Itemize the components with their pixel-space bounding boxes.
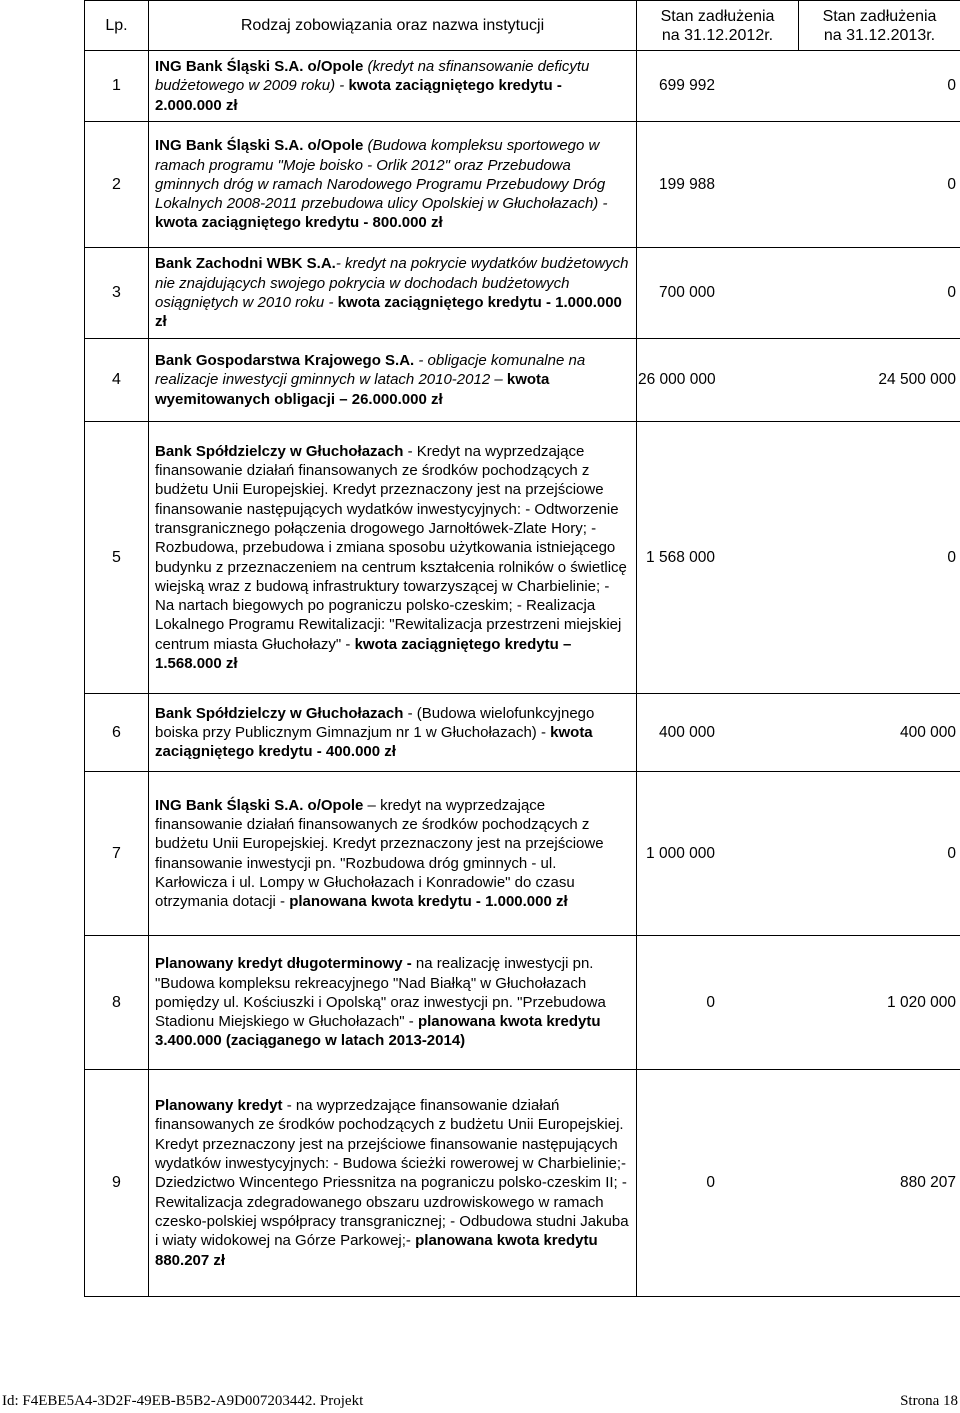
- table-row: [85, 772, 960, 936]
- description-part: - Kredyt na wyprzedzające finansowanie działań finansowanych ze środków pochodzących z budżetu Unii Europejskiej. Kredyt przeznaczony jest na przejściowe finansowanie następujących wydatków inwestycyjnych: - Odtworzenie transgranicznego połączenia drogowego Jarnołtówek-Zlate Hory; - Rozbudowa, przebudowa i zmiana sposobu użytkowania istniejącego budynku z przeznaczeniem na centrum kształcenia rolników o świetlicę wiejską wraz z budową infrastruktury towarzyszącej w Charbielinie; - Na nartach biegowych po pograniczu polsko-czeskim; - Realizacja Lokalnego Programu Rewitalizacji: "Rewitalizacja przestrzeni miejskiej centrum miasta Głuchołazy" -: [155, 442, 627, 653]
- row-amounts: [637, 51, 960, 122]
- description-part: ING Bank Śląski S.A. o/Opole: [155, 58, 364, 76]
- description-part: planowana kwota kredytu - 1.000.000 zł: [289, 893, 568, 911]
- row-number: 6: [85, 694, 149, 772]
- description-part: kwota zaciągniętego kredytu - 800.000 zł: [155, 214, 443, 232]
- description-part: Bank Gospodarstwa Krajowego S.A.: [155, 352, 415, 370]
- stan-2013-value: 400 000: [899, 723, 956, 741]
- row-number: 7: [85, 772, 149, 936]
- description-part: planowana kwota kredytu 3.400.000 (zaciąganego w latach 2013-2014): [155, 1013, 601, 1050]
- description-part: planowana kwota kredytu 880.207 zł: [155, 1232, 598, 1269]
- description-part: - (Budowa wielofunkcyjnego boiska przy Publicznym Gimnazjum nr 1 w Głuchołazach) -: [155, 704, 595, 741]
- table-row: [85, 1070, 960, 1297]
- row-number: 4: [85, 339, 149, 422]
- page-number: Strona 18: [900, 1393, 958, 1409]
- stan-2012-value: 0: [706, 993, 715, 1011]
- stan-2013-value: 1 020 000: [887, 993, 956, 1011]
- description-part: Bank Spółdzielczy w Głuchołazach: [155, 704, 404, 722]
- description-part: - obligacje komunalne na realizacje inwestycji gminnych w latach 2010-2012 –: [155, 352, 586, 389]
- header-name: Rodzaj zobowiązania oraz nazwa instytucji: [149, 1, 637, 51]
- stan-2013-value: 880 207: [899, 1174, 956, 1192]
- header-stan-2012-line1: Stan zadłużenia: [660, 7, 775, 25]
- description-part: (Budowa kompleksu sportowego w ramach programu "Moje boisko - Orlik 2012" oraz Przebudowa gminnych dróg w ramach Narodowego Programu Przebudowy Dróg Lokalnych 2008-2011 przebudowa ulicy Opolskiej w Głuchołazach) -: [155, 137, 608, 213]
- stan-2013-value: 0: [947, 77, 956, 95]
- stan-2012-value: 699 992: [658, 77, 715, 95]
- row-number: 8: [85, 936, 149, 1070]
- description-part: Planowany kredyt: [155, 1097, 283, 1115]
- table-row: [85, 122, 960, 248]
- table-row: [85, 422, 960, 694]
- row-amounts: [637, 694, 960, 772]
- row-number: 2: [85, 122, 149, 248]
- description-part: - na wyprzedzające finansowanie działań finansowanych ze środków pochodzących z budżetu Unii Europejskiej. Kredyt przeznaczony jest na przejściowe finansowanie następujących wydatków inwestycyjnych: - Budowa ścieżki rowerowej w Charbielinie;- Dziedzictwo Wincentego Priessnitza na pograniczu polsko-czeskim II; - Rewitalizacja zdegradowanego obszaru uzdrowiskowego w ramach czesko-polskiej współpracy transgranicznej; - Odbudowa studni Jakuba i wiaty widokowej na Górze Parkowej;-: [155, 1097, 629, 1250]
- row-number: 3: [85, 248, 149, 339]
- row-description: [149, 248, 637, 339]
- header-stan-2013-line1: Stan zadłużenia: [822, 7, 937, 25]
- row-amounts: [637, 1070, 960, 1297]
- row-amounts: [637, 248, 960, 339]
- row-number: 5: [85, 422, 149, 694]
- row-description: [149, 339, 637, 422]
- stan-2013-value: 0: [947, 844, 956, 862]
- table-row: [85, 51, 960, 122]
- stan-2012-value: 400 000: [658, 723, 715, 741]
- header-stan-2013-line2: na 31.12.2013r.: [823, 26, 936, 44]
- description-part: kwota zaciągniętego kredytu - 1.000.000 zł: [155, 294, 622, 331]
- table-row: [85, 339, 960, 422]
- row-amounts: [637, 339, 960, 422]
- description-part: – kredyt na wyprzedzające finansowanie działań finansowanych ze środków pochodzących z budżetu Unii Europejskiej. Kredyt przeznaczony jest na przejściowe finansowanie inwestycji pn. "Rozbudowa dróg gminnych - ul. Karłowicza i ul. Lompy w Głuchołazach i Konradowie" do czasu otrzymania dotacji -: [155, 796, 604, 911]
- description-part: (kredyt na sfinansowanie deficytu budżetowego w 2009 roku) -: [155, 58, 590, 95]
- row-description: [149, 1070, 637, 1297]
- stan-2012-value: 26 000 000: [638, 371, 716, 389]
- row-description: [149, 694, 637, 772]
- stan-2012-value: 199 988: [658, 175, 715, 193]
- description-part: ING Bank Śląski S.A. o/Opole: [155, 137, 364, 155]
- debt-table: [84, 0, 960, 1297]
- header-lp: Lp.: [85, 1, 149, 51]
- stan-2013-value: 24 500 000: [878, 371, 956, 389]
- page-footer: [0, 1391, 960, 1413]
- description-part: - kredyt na pokrycie wydatków budżetowych nie znajdujących swojego pokrycia w dochodach budżetowych osiągniętych w 2010 roku -: [155, 255, 629, 311]
- description-part: kwota zaciągniętego kredytu – 1.568.000 zł: [155, 635, 572, 672]
- table-body: [85, 51, 960, 1297]
- header-stan-2013: [799, 1, 960, 51]
- description-part: Bank Spółdzielczy w Głuchołazach: [155, 442, 404, 460]
- row-amounts: [637, 122, 960, 248]
- row-description: [149, 122, 637, 248]
- header-stan-2012-line2: na 31.12.2012r.: [661, 26, 774, 44]
- stan-2013-value: 0: [947, 548, 956, 566]
- description-part: kwota zaciągniętego kredytu - 400.000 zł: [155, 723, 593, 761]
- stan-2012-value: 1 000 000: [646, 844, 715, 862]
- row-amounts: [637, 422, 960, 694]
- stan-2012-value: 700 000: [658, 284, 715, 302]
- document-id: Id: F4EBE5A4-3D2F-49EB-B5B2-A9D007203442. Projekt: [2, 1393, 364, 1409]
- row-amounts: [637, 772, 960, 936]
- row-description: [149, 772, 637, 936]
- table-row: [85, 694, 960, 772]
- row-number: 9: [85, 1070, 149, 1297]
- table-row: [85, 936, 960, 1070]
- header-stan-2012: [637, 1, 799, 51]
- description-part: kwota zaciągniętego kredytu - 2.000.000 zł: [155, 77, 562, 114]
- header-row: [85, 1, 960, 51]
- description-part: na realizację inwestycji pn. "Budowa kompleksu rekreacyjnego "Nad Białką" w Głuchołazach pomiędzy ul. Kościuszki i Opolską" oraz inwestycji pn. "Przebudowa Stadionu Miejskiego w Głuchołazach" -: [155, 955, 606, 1031]
- stan-2013-value: 0: [947, 284, 956, 302]
- stan-2013-value: 0: [947, 175, 956, 193]
- stan-2012-value: 1 568 000: [646, 548, 715, 566]
- row-number: 1: [85, 51, 149, 122]
- description-part: Planowany kredyt długoterminowy -: [155, 955, 412, 973]
- row-description: [149, 422, 637, 694]
- stan-2012-value: 0: [706, 1174, 715, 1192]
- description-part: ING Bank Śląski S.A. o/Opole: [155, 796, 364, 814]
- row-description: [149, 936, 637, 1070]
- table-row: [85, 248, 960, 339]
- row-amounts: [637, 936, 960, 1070]
- description-part: kwota wyemitowanych obligacji – 26.000.000 zł: [155, 371, 550, 408]
- description-part: Bank Zachodni WBK S.A.: [155, 255, 336, 273]
- row-description: [149, 51, 637, 122]
